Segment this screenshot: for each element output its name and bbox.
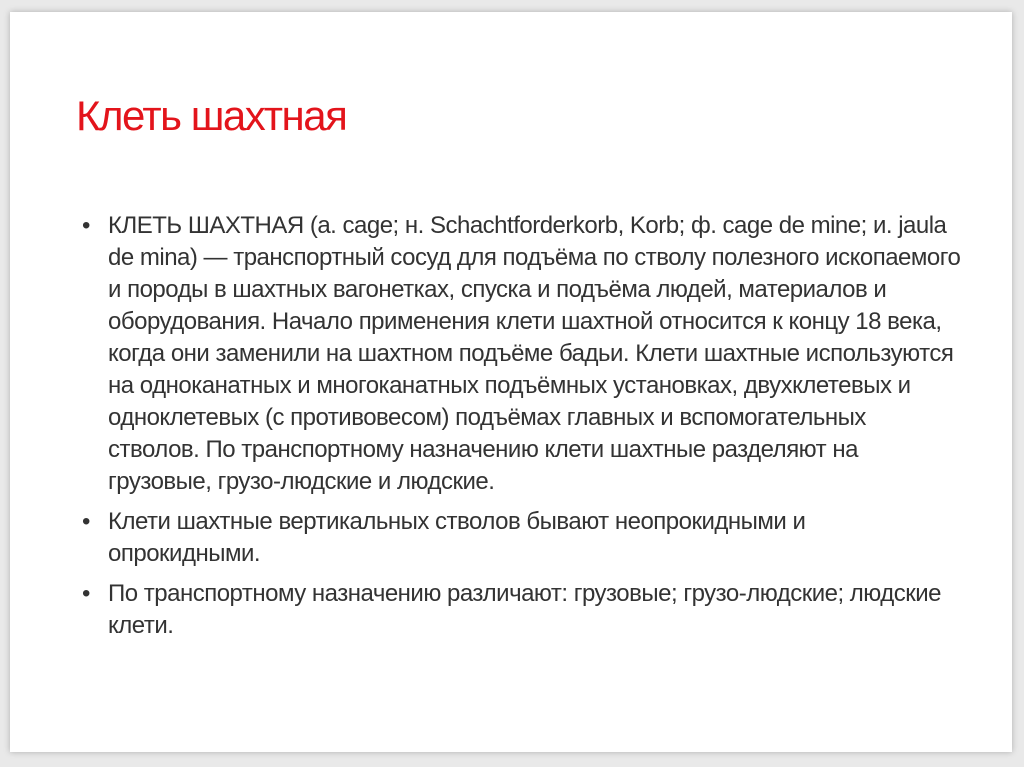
bullet-dot-icon: • [82,212,90,239]
bullet-text: Клети шахтные вертикальных стволов бывают неопрокидными и опрокидными. [108,508,806,567]
bullet-item [82,506,962,570]
slide-title: Клеть шахтная [76,92,347,139]
bullet-text: КЛЕТЬ ШАХТНАЯ (а. cage; н. Schachtforderkorb, Korb; ф. cage de mine; и. jaula de mina) — транспортный сосуд для подъёма по стволу полезного ископаемого и породы в шахтных вагонетках, спуска и подъёма людей, материалов и оборудования. Начало применения клети шахтной относится к концу 18 века, когда они заменили на шахтном подъёме бадьи. Клети шахтные используются на одноканатных и многоканатных подъёмных установках, двухклетевых и одноклетевых (с противовесом) подъёмах главных и вспомогательных стволов. По транспортному назначению клети шахтные разделяют на грузовые, грузо-людские и людские. [108,212,961,495]
bullet-text: По транспортному назначению различают: грузовые; грузо-людские; людские клети. [108,580,942,639]
bullet-dot-icon: • [82,580,90,607]
bullet-dot-icon: • [82,508,90,535]
bullet-item [82,210,962,498]
bullet-item [82,578,962,642]
slide [10,12,1012,752]
bullet-list [82,210,962,650]
